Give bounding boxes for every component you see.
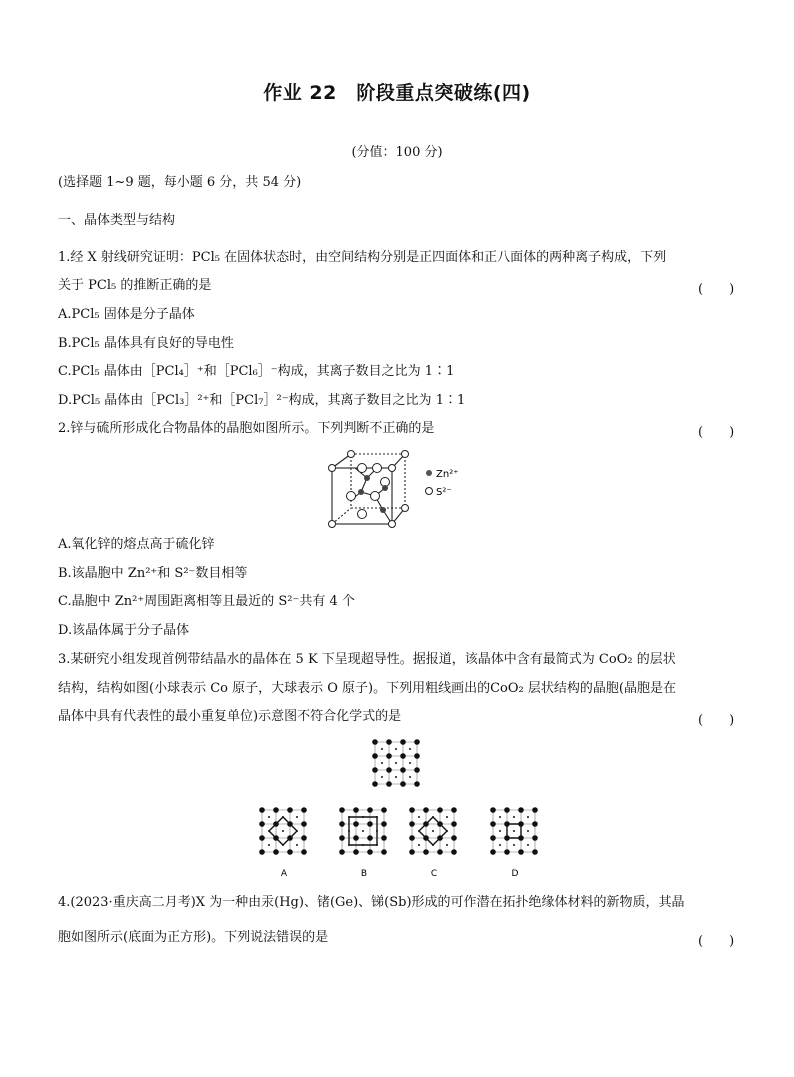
o-atom xyxy=(339,835,345,841)
o-atom xyxy=(381,849,387,855)
q2-option-a: A.氧化锌的熔点高于硫化锌 xyxy=(58,537,215,552)
o-atom xyxy=(504,849,510,855)
o-atom xyxy=(518,849,524,855)
o-atom xyxy=(372,753,378,759)
co-atom xyxy=(446,816,448,818)
o-atom xyxy=(490,835,496,841)
o-atom xyxy=(490,807,496,813)
o-atom xyxy=(287,835,293,841)
coo2-reference-lattice xyxy=(372,739,420,787)
q2-option-b: B.该晶胞中 Zn²⁺和 S²⁻数目相等 xyxy=(58,566,248,581)
q4-stem-line2: 胞如图所示(底面为正方形)。下列说法错误的是 xyxy=(58,930,329,945)
o-atom xyxy=(386,753,392,759)
option-d-label: D xyxy=(511,869,519,879)
o-atom xyxy=(259,821,265,827)
co-atom xyxy=(432,844,434,846)
o-atom xyxy=(504,835,510,841)
o-atom xyxy=(353,807,359,813)
coo2-option-a-lattice xyxy=(259,807,307,855)
o-atom xyxy=(451,807,457,813)
co-atom xyxy=(296,830,298,832)
co-atom xyxy=(432,816,434,818)
page-title: 作业 22 阶段重点突破练(四) xyxy=(263,82,531,104)
o-atom xyxy=(414,739,420,745)
o-atom xyxy=(301,835,307,841)
zn-legend-marker xyxy=(426,470,432,476)
q3-stem-line3: 晶体中具有代表性的最小重复单位)示意图不符合化学式的是 xyxy=(58,709,402,724)
zns-unit-cell-figure xyxy=(325,448,475,530)
o-atom xyxy=(367,849,373,855)
co-atom xyxy=(362,816,364,818)
q1-option-b: B.PCl₅ 晶体具有良好的导电性 xyxy=(58,336,234,351)
o-atom xyxy=(339,849,345,855)
co-atom xyxy=(348,830,350,832)
q1-stem-line2: 关于 PCl₅ 的推断正确的是 xyxy=(58,278,212,293)
coo2-option-b-lattice xyxy=(339,807,387,855)
o-atom xyxy=(504,821,510,827)
q4-answer-paren: ( ) xyxy=(698,934,735,949)
o-atom xyxy=(259,849,265,855)
o-atom xyxy=(437,807,443,813)
o-atom xyxy=(451,835,457,841)
o-atom xyxy=(301,807,307,813)
co-atom xyxy=(418,830,420,832)
co-atom xyxy=(381,748,383,750)
coo2-option-d-lattice xyxy=(490,807,538,855)
o-atom xyxy=(367,835,373,841)
o-atom xyxy=(381,835,387,841)
s-legend-label: S²⁻ xyxy=(436,487,452,498)
q3-stem-line2: 结构，结构如图(小球表示 Co 原子，大球表示 O 原子)。下列用粗线画出的CoO₂ 层状结构的晶胞(晶胞是在 xyxy=(58,681,676,696)
o-atom xyxy=(532,821,538,827)
co-atom xyxy=(446,844,448,846)
o-atom xyxy=(423,821,429,827)
o-atom xyxy=(259,835,265,841)
o-atom xyxy=(414,753,420,759)
o-atom xyxy=(437,821,443,827)
co-atom xyxy=(499,844,501,846)
o-atom xyxy=(400,781,406,787)
o-atom xyxy=(490,821,496,827)
o-atom xyxy=(287,821,293,827)
o-atom xyxy=(273,807,279,813)
o-atom xyxy=(353,835,359,841)
co-atom xyxy=(409,776,411,778)
s-legend-marker xyxy=(426,488,433,495)
coo2-option-c-lattice xyxy=(409,807,457,855)
section-heading: 一、晶体类型与结构 xyxy=(58,213,176,228)
o-atom xyxy=(386,781,392,787)
coo2-lattice-figure xyxy=(240,732,560,880)
co-atom xyxy=(268,844,270,846)
o-atom xyxy=(372,767,378,773)
o-atom xyxy=(301,821,307,827)
o-atom xyxy=(518,835,524,841)
co-atom xyxy=(381,776,383,778)
option-a-label: A xyxy=(280,869,288,879)
co-atom xyxy=(282,844,284,846)
co-atom xyxy=(376,844,378,846)
o-atom xyxy=(287,849,293,855)
o-atom xyxy=(414,767,420,773)
o-atom xyxy=(273,821,279,827)
co-atom xyxy=(362,830,364,832)
o-atom xyxy=(301,849,307,855)
co-atom xyxy=(376,816,378,818)
o-atom xyxy=(386,739,392,745)
q1-stem-line1: 1.经 X 射线研究证明：PCl₅ 在固体状态时，由空间结构分别是正四面体和正八面体的两种离子构成，下列 xyxy=(58,250,667,265)
o-atom xyxy=(386,767,392,773)
o-atom xyxy=(259,807,265,813)
co-atom xyxy=(513,830,515,832)
o-atom xyxy=(273,835,279,841)
o-atom xyxy=(451,849,457,855)
o-atom xyxy=(400,767,406,773)
score-note: (分值：100 分) xyxy=(351,145,443,160)
q2-stem: 2.锌与硫所形成化合物晶体的晶胞如图所示。下列判断不正确的是 xyxy=(58,421,435,436)
co-atom xyxy=(513,844,515,846)
co-atom xyxy=(395,762,397,764)
o-atom xyxy=(409,849,415,855)
co-atom xyxy=(527,816,529,818)
o-atom xyxy=(423,849,429,855)
q2-option-c: C.晶胞中 Zn²⁺周围距离相等且最近的 S²⁻共有 4 个 xyxy=(58,594,355,609)
o-atom xyxy=(400,753,406,759)
co-atom xyxy=(348,816,350,818)
o-atom xyxy=(353,849,359,855)
q1-option-d: D.PCl₅ 晶体由［PCl₃］²⁺和［PCl₇］²⁻构成，其离子数目之比为 1∶1 xyxy=(58,393,466,408)
co-atom xyxy=(499,830,501,832)
option-c-label: C xyxy=(430,869,438,879)
co-atom xyxy=(348,844,350,846)
o-atom xyxy=(367,821,373,827)
q3-answer-paren: ( ) xyxy=(698,713,735,728)
co-atom xyxy=(268,816,270,818)
co-atom xyxy=(282,816,284,818)
q1-option-a: A.PCl₅ 固体是分子晶体 xyxy=(58,307,195,322)
o-atom xyxy=(490,849,496,855)
o-atom xyxy=(437,849,443,855)
o-atom xyxy=(532,849,538,855)
co-atom xyxy=(418,844,420,846)
co-atom xyxy=(418,816,420,818)
o-atom xyxy=(414,781,420,787)
co-atom xyxy=(446,830,448,832)
co-atom xyxy=(282,830,284,832)
o-atom xyxy=(273,849,279,855)
o-atom xyxy=(372,739,378,745)
co-atom xyxy=(376,830,378,832)
o-atom xyxy=(409,835,415,841)
q3-stem-line1: 3.某研究小组发现首例带结晶水的晶体在 5 K 下呈现超导性。据报道，该晶体中含有最简式为 CoO₂ 的层状 xyxy=(58,652,676,667)
o-atom xyxy=(423,835,429,841)
co-atom xyxy=(268,830,270,832)
o-atom xyxy=(367,807,373,813)
co-atom xyxy=(432,830,434,832)
o-atom xyxy=(409,821,415,827)
o-atom xyxy=(504,807,510,813)
q2-option-d: D.该晶体属于分子晶体 xyxy=(58,623,190,638)
co-atom xyxy=(409,762,411,764)
o-atom xyxy=(381,807,387,813)
co-atom xyxy=(296,816,298,818)
co-atom xyxy=(527,844,529,846)
co-atom xyxy=(381,762,383,764)
co-atom xyxy=(362,844,364,846)
o-atom xyxy=(518,821,524,827)
o-atom xyxy=(287,807,293,813)
zn-legend-label: Zn²⁺ xyxy=(436,469,459,480)
o-atom xyxy=(381,821,387,827)
o-atom xyxy=(400,739,406,745)
o-atom xyxy=(532,835,538,841)
co-atom xyxy=(395,748,397,750)
q1-answer-paren: ( ) xyxy=(698,282,735,297)
o-atom xyxy=(339,821,345,827)
o-atom xyxy=(532,807,538,813)
co-atom xyxy=(513,816,515,818)
co-atom xyxy=(499,816,501,818)
co-atom xyxy=(409,748,411,750)
q4-stem-line1: 4.(2023·重庆高二月考)X 为一种由汞(Hg)、锗(Ge)、锑(Sb)形成的可作潜在拓扑绝缘体材料的新物质，其晶 xyxy=(58,895,685,910)
co-atom xyxy=(395,776,397,778)
o-atom xyxy=(423,807,429,813)
q1-option-c: C.PCl₅ 晶体由［PCl₄］⁺和［PCl₆］⁻构成，其离子数目之比为 1∶1 xyxy=(58,364,455,379)
co-atom xyxy=(527,830,529,832)
o-atom xyxy=(518,807,524,813)
o-atom xyxy=(451,821,457,827)
option-b-label: B xyxy=(360,869,368,879)
intro-note: (选择题 1~9 题，每小题 6 分，共 54 分) xyxy=(58,175,302,190)
co-atom xyxy=(296,844,298,846)
o-atom xyxy=(437,835,443,841)
o-atom xyxy=(353,821,359,827)
o-atom xyxy=(339,807,345,813)
q2-answer-paren: ( ) xyxy=(698,425,735,440)
o-atom xyxy=(409,807,415,813)
o-atom xyxy=(372,781,378,787)
